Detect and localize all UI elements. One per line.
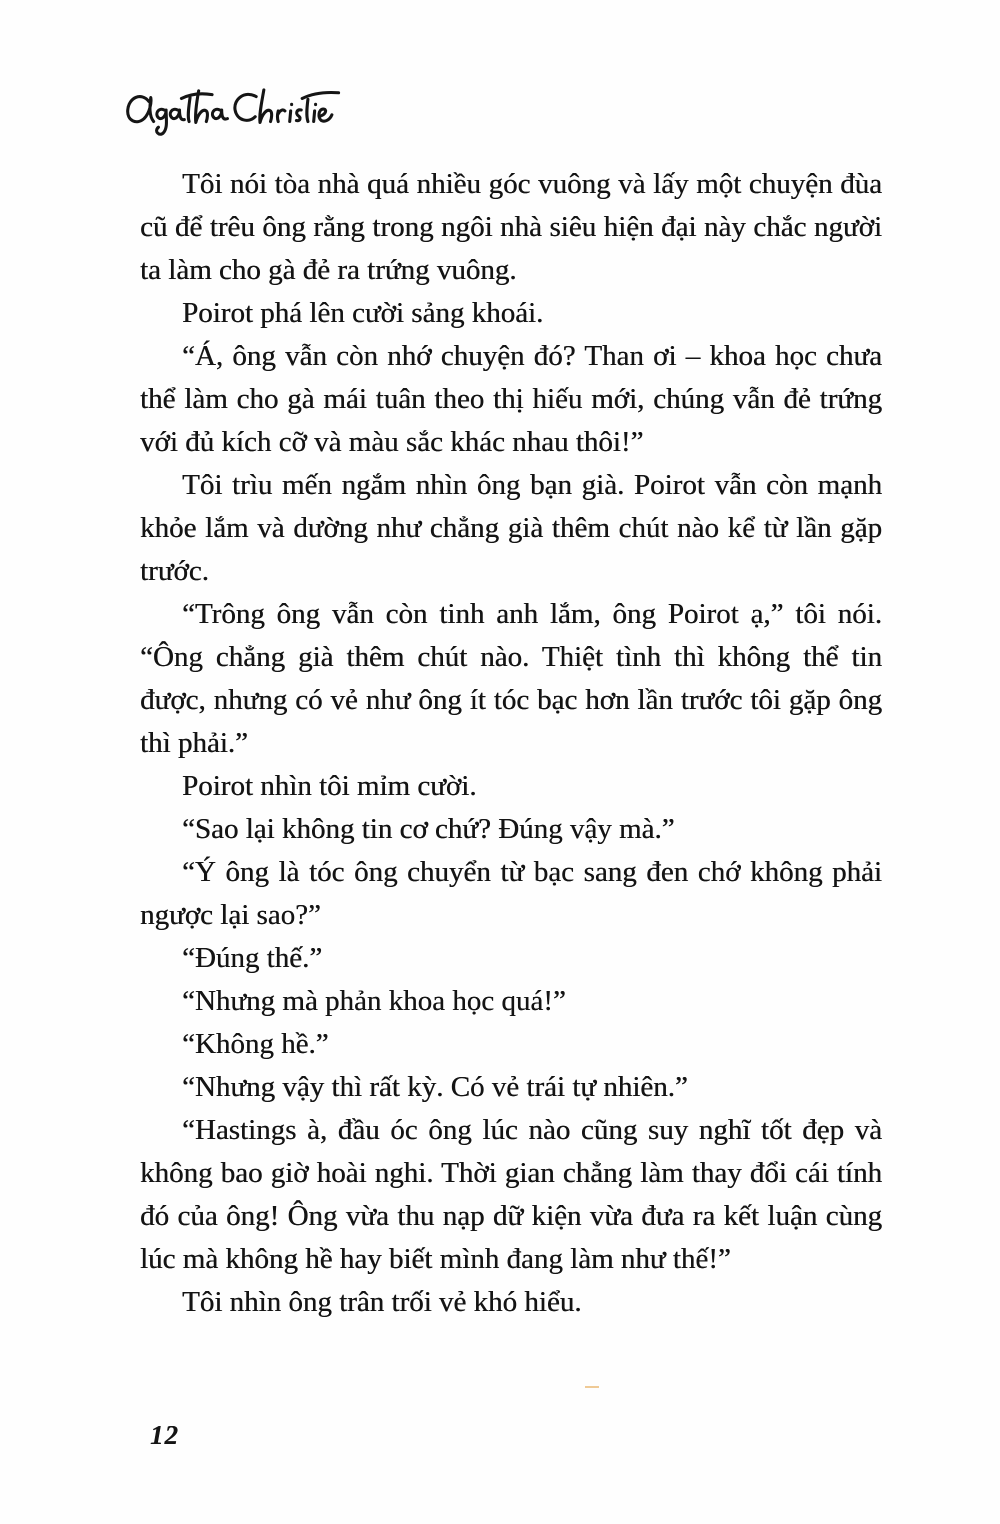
paragraph: “Ý ông là tóc ông chuyển từ bạc sang đen chớ không phải ngược lại sao?”	[140, 856, 882, 931]
paragraph: “Trông ông vẫn còn tinh anh lắm, ông Poirot ạ,” tôi nói. “Ông chẳng già thêm chút nào. Thiệt tình thì không thể tin được, nhưng có vẻ như ông ít tóc bạc hơn lần trước tôi gặp ông thì phải.”	[140, 598, 882, 759]
paragraph: “Sao lại không tin cơ chứ? Đúng vậy mà.”	[182, 813, 675, 845]
paragraph: Tôi nhìn ông trân trối vẻ khó hiểu.	[182, 1286, 582, 1318]
paragraph: “Hastings à, đầu óc ông lúc nào cũng suy nghĩ tốt đẹp và không bao giờ hoài nghi. Thời gian chẳng làm thay đổi cái tính đó của ông! Ông vừa thu nạp dữ kiện vừa đưa ra kết luận cùng lúc mà không hề hay biết mình đang làm như thế!”	[140, 1114, 882, 1275]
scan-artifact	[585, 1386, 599, 1388]
paragraph: “Nhưng vậy thì rất kỳ. Có vẻ trái tự nhiên.”	[182, 1071, 688, 1103]
paragraph: Poirot nhìn tôi mỉm cười.	[182, 770, 477, 802]
paragraph: Poirot phá lên cười sảng khoái.	[182, 297, 544, 329]
paragraph: Tôi nói tòa nhà quá nhiều góc vuông và lấy một chuyện đùa cũ để trêu ông rằng trong ngôi nhà siêu hiện đại này chắc người ta làm cho gà đẻ ra trứng vuông.	[140, 168, 882, 286]
paragraph: “Á, ông vẫn còn nhớ chuyện đó? Than ơi – khoa học chưa thể làm cho gà mái tuân theo thị hiếu mới, chúng vẫn đẻ trứng với đủ kích cỡ và màu sắc khác nhau thôi!”	[140, 340, 882, 458]
signature-agatha-christie	[122, 78, 352, 142]
agatha-christie-signature-icon	[122, 78, 352, 142]
page-text	[140, 163, 882, 1324]
page-number: 12	[150, 1420, 179, 1450]
paragraph: Tôi trìu mến ngắm nhìn ông bạn già. Poirot vẫn còn mạnh khỏe lắm và dường như chẳng già thêm chút nào kể từ lần gặp trước.	[140, 469, 882, 587]
paragraph: “Không hề.”	[182, 1028, 329, 1060]
paragraph: “Đúng thế.”	[182, 942, 323, 974]
paragraph: “Nhưng mà phản khoa học quá!”	[182, 985, 566, 1017]
